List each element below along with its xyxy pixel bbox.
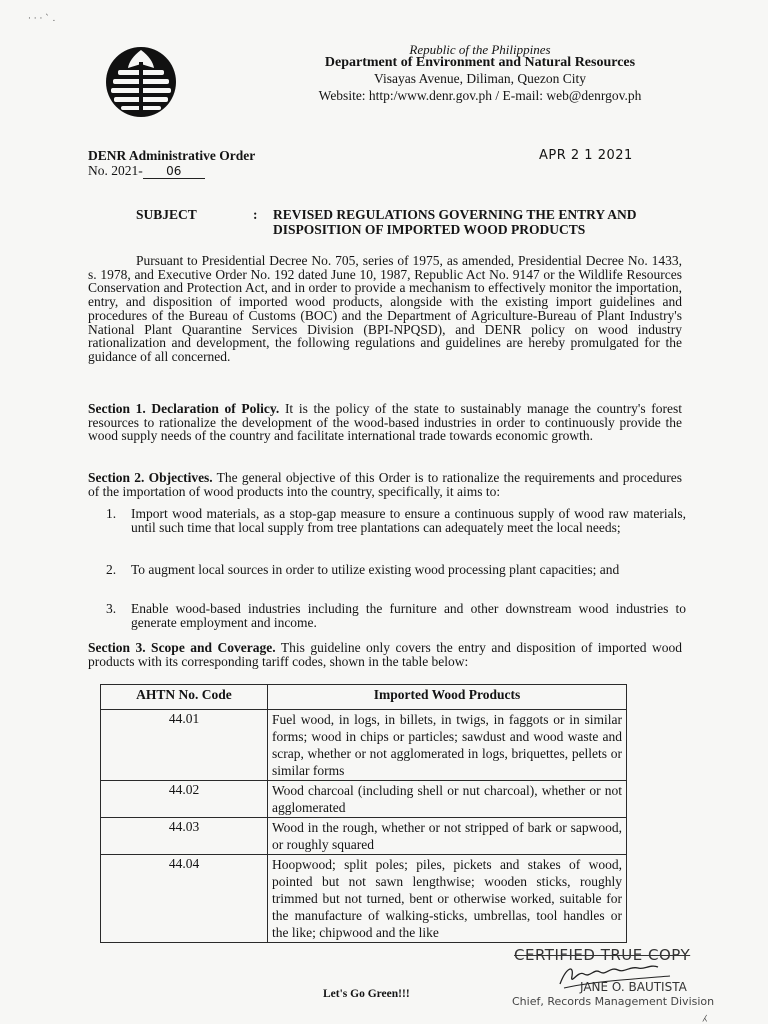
objective-item (106, 602, 686, 629)
subject-colon: : (253, 207, 258, 222)
table-header-row (101, 685, 627, 710)
header-department: Department of Environment and Natural Resources (324, 55, 636, 70)
objective-text: To augment local sources in order to utilize existing wood processing plant capacities; and (131, 562, 620, 577)
product-cell: Fuel wood, in logs, in billets, in twigs, in faggots or in similar forms; wood in chips or particles; sawdust and wood waste and scrap, whether or not agglomerated in logs, briquettes, pellets or similar forms (268, 710, 627, 781)
order-number-value: 06 (143, 164, 205, 179)
subject-label: SUBJECT (136, 207, 197, 222)
section-2-paragraph (88, 471, 682, 498)
table-row (101, 818, 627, 855)
section-3-text: This guideline only covers the entry and disposition of imported wood products with its corresponding tariff codes, shown in the table below: (88, 640, 682, 669)
column-header-code: AHTN No. Code (101, 685, 268, 710)
table-row (101, 855, 627, 943)
code-cell: 44.03 (101, 818, 268, 855)
code-cell: 44.04 (101, 855, 268, 943)
objective-number: 1. (106, 506, 117, 521)
certified-stamp-text: CERTIFIED TRUE COPY (514, 946, 691, 964)
signer-title: Chief, Records Management Division (512, 995, 715, 1008)
column-header-products: Imported Wood Products (268, 685, 627, 710)
initial-mark-icon: ⁁ (703, 1006, 707, 1022)
header-republic: Republic of the Philippines (409, 42, 551, 57)
section-3-heading: Section 3. Scope and Coverage. (88, 640, 276, 655)
product-cell: Wood charcoal (including shell or nut charcoal), whether or not agglomerated (268, 781, 627, 818)
section-2-text: The general objective of this Order is to rationalize the requirements and procedures of the importation of wood products into the country, specifically, it aims to: (88, 470, 682, 499)
code-cell: 44.01 (101, 710, 268, 781)
section-1-text: It is the policy of the state to sustainably manage the country's forest resources to rationalize the development of the wood-based industries in order to continuously provide the wood supply needs of the country and facilitate international trade towards economic growth. (88, 401, 683, 444)
table-row (101, 710, 627, 781)
product-cell: Hoopwood; split poles; piles, pickets and stakes of wood, pointed but not sawn lengthwise; wooden sticks, roughly trimmed but not turned, bent or otherwise worked, suitable for the manufacture of walking-sticks, umbrellas, tool handles or the like; chipwood and the like (268, 855, 627, 943)
objective-item (106, 507, 686, 534)
order-number (88, 163, 205, 179)
footer-slogan: Let's Go Green!!! (323, 988, 410, 1000)
section-3-paragraph (88, 641, 682, 668)
order-title: DENR Administrative Order (88, 148, 256, 163)
section-1-heading: Section 1. Declaration of Policy. (88, 401, 280, 416)
objective-number: 3. (106, 601, 117, 616)
header-address: Visayas Avenue, Diliman, Quezon City (374, 71, 586, 86)
denr-logo-icon (103, 42, 179, 122)
order-date-stamp: APR 2 1 2021 (539, 148, 633, 163)
subject-text: REVISED REGULATIONS GOVERNING THE ENTRY AND DISPOSITION OF IMPORTED WOOD PRODUCTS (273, 207, 637, 237)
pursuant-paragraph: Pursuant to Presidential Decree No. 705, series of 1975, as amended, Presidential Decree No. 1433, s. 1978, and Executive Order No. 192 dated June 10, 1987, Republic Act No. 9147 or the Wildlife Resources Conservation and Protection Act, and in order to provide a mechanism to effectively monitor the importation, entry, and disposition of imported wood products, alongside with the existing import guidelines and procedures of the Bureau of Customs (BOC) and the Department of Agriculture-Bureau of Plant Industry's National Plant Quarantine Services Division (BPI-NPQSD), and DENR policy on wood industry rationalization and development, the following regulations and guidelines are hereby promulgated for the guidance of all concerned. (88, 253, 682, 364)
code-cell: 44.02 (101, 781, 268, 818)
order-number-prefix: No. 2021- (88, 163, 143, 178)
signer-name: JANE O. BAUTISTA (580, 980, 687, 994)
product-cell: Wood in the rough, whether or not stripped of bark or sapwood, or roughly squared (268, 818, 627, 855)
table-row (101, 781, 627, 818)
objective-number: 2. (106, 562, 117, 577)
section-2-heading: Section 2. Objectives. (88, 470, 213, 485)
header-website: Website: http:/www.denr.gov.ph / E-mail: web@denrgov.ph (318, 88, 642, 103)
objective-text: Import wood materials, as a stop-gap measure to ensure a continuous supply of wood raw materials, until such time that local supply from tree plantations can adequately meet the local needs; (131, 506, 686, 535)
tariff-code-table (100, 684, 627, 943)
objective-item (106, 563, 686, 577)
objective-text: Enable wood-based industries including the furniture and other downstream wood industries to generate employment and income. (131, 601, 686, 630)
section-1-paragraph (88, 402, 682, 443)
scan-specks: · · · ` . (28, 14, 56, 24)
